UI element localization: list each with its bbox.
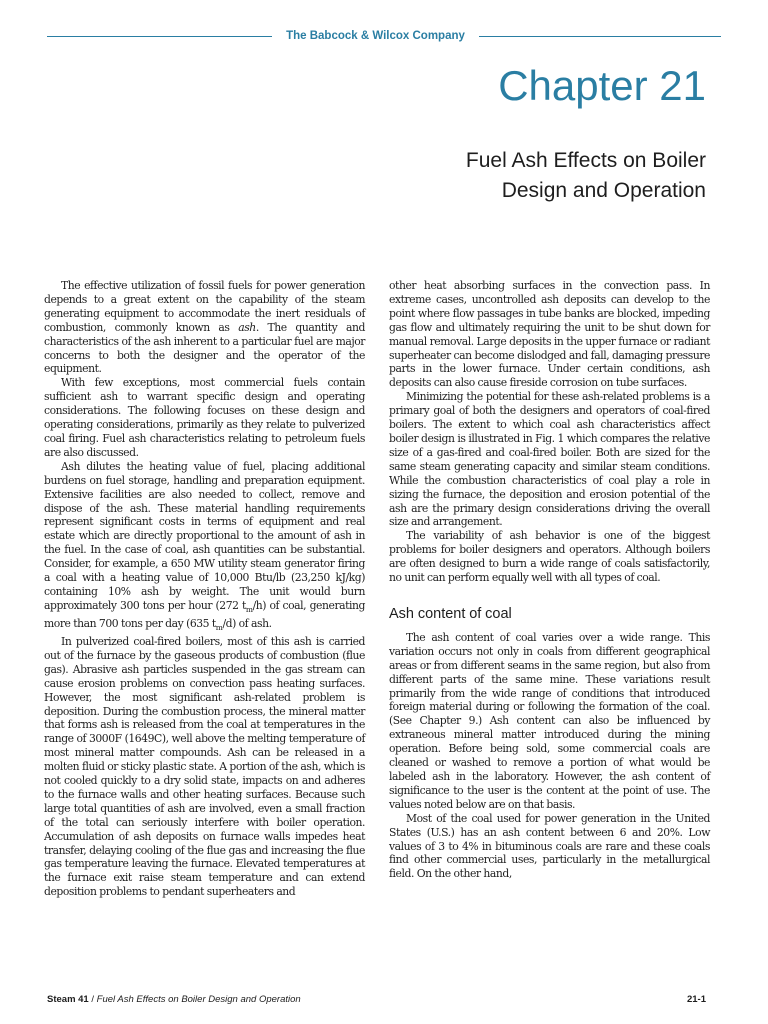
text-run: The effective utilization of fossil fuels for power generation depends to a great extent on the capability of the steam generating equipment to accommodate the inert residuals of combustion, commonly known as <box>44 279 365 334</box>
paragraph: other heat absorbing surfaces in the convection pass. In extreme cases, uncontrolled ash deposits can develop to the point where flow passages in tube banks are blocked, impeding gas flow and ultimately requiring the unit to be shut down for manual removal. Large deposits in the upper furnace or radiant superheater can become dislodged and fall, damaging pressure parts in the lower furnace. Under certain conditions, ash deposits can also cause fireside corrosion on tube surfaces. <box>389 279 710 390</box>
text-run: Ash dilutes the heating value of fuel, placing additional burdens on fuel storage, handling and preparation equipment. Extensive facilities are also needed to collect, remove and dispose of the ash. These material handling requirements represent significant costs in terms of equipment and real estate which are directly proportional to the amount of ash in the fuel. In the case of coal, ash quantities can be substantial. Consider, for example, a 650 MW utility steam generator firing a coal with a heating value of 10,000 Btu/lb (23,250 kJ/kg) containing 10% ash by weight. The unit would burn approximately 300 tons per hour (272 t <box>44 459 365 612</box>
paragraph <box>44 460 365 635</box>
page-number: 21-1 <box>686 994 706 1005</box>
paragraph: Minimizing the potential for these ash-related problems is a primary goal of both the designers and operators of coal-fired boilers. The extent to which coal ash characteristics affect boiler design is illustrated in Fig. 1 which compares the relative size of a gas-fired and coal-fired boiler. Both are sized for the same steam generating capacity and similar steam conditions. While the combustion characteristics of coal play a role in sizing the furnace, the deposition and erosion potential of the ash are the primary design considerations driving the overall size and arrangement. <box>389 390 710 529</box>
footer-separator: / <box>88 994 97 1005</box>
paragraph: In pulverized coal-fired boilers, most of this ash is carried out of the furnace by the gaseous products of combustion (flue gas). Abrasive ash particles suspended in the gas stream can cause erosion problems on convection pass heating surfaces. However, the most significant ash-related problem is deposition. During the combustion process, the mineral matter that forms ash is released from the coal at temperatures in the range of 3000F (1649C), well above the melting temperature of most mineral matter compounds. Ash can be released in a molten fluid or sticky plastic state. A portion of the ash, which is not cooled quickly to a dry solid state, impacts on and adheres to the furnace walls and other heating surfaces. Because such large total quantities of ash are involved, even a small fraction of the total can seriously interfere with boiler operation. Accumulation of ash deposits on furnace walls impedes heat transfer, delaying cooling of the flue gas and increasing the flue gas temperature leaving the furnace. Elevated temperatures at the furnace exit raise steam temperature and can extend deposition problems to pendant superheaters and <box>44 634 365 899</box>
paragraph: With few exceptions, most commercial fuels contain sufficient ash to warrant specific design and operating considerations. The following focuses on these design and operating considerations, primarily as they relate to pulverized coal firing. Fuel ash characteristics relating to petroleum fuels are also discussed. <box>44 376 365 459</box>
header-rule-left <box>47 36 272 37</box>
book-title: Steam 41 <box>47 994 89 1005</box>
paragraph: The variability of ash behavior is one of the biggest problems for boiler designers and operators. Although boilers are often designed to burn a wide range of coals satisfactorily, no unit can perform equally well with all types of coal. <box>389 529 710 585</box>
right-column <box>389 279 710 881</box>
section-heading: Ash content of coal <box>389 605 512 622</box>
footer-running-title <box>47 994 301 1006</box>
chapter-title-line-1: Fuel Ash Effects on Boiler <box>465 149 706 172</box>
left-column <box>44 279 365 899</box>
text-run: . The quantity and characteristics of the ash inherent to a particular fuel are major concerns to both the designer and the operator of the equipment. <box>44 320 365 376</box>
header-rule-right <box>479 36 721 37</box>
company-name: The Babcock & Wilcox Company <box>286 30 465 42</box>
emphasis-term: ash <box>238 320 256 334</box>
unit-subscript: m <box>215 623 223 633</box>
chapter-title-line-2: Design and Operation <box>501 179 706 202</box>
paragraph: The ash content of coal varies over a wide range. This variation occurs not only in coals from different geographical areas or from different seams in the same region, but also from different parts of the same mine. These variations result primarily from the wide range of conditions that introduced foreign material during or following the formation of the coal. (See Chapter 9.) Ash content can also be influenced by extraneous mineral matter introduced during the mining operation. Before being sold, some commercial coals are cleaned or washed to remove a portion of what would be labeled ash in the laboratory. However, the ash content of significance to the user is the content at the point of use. The values noted below are on that basis. <box>389 630 710 811</box>
paragraph: Most of the coal used for power generation in the United States (U.S.) has an ash content between 6 and 20%. Low values of 3 to 4% in bituminous coals are rare and these coals find other commercial uses, particularly in the metallurgical field. On the other hand, <box>389 811 710 881</box>
text-run: /h) of coal, generating more than 700 tons per day (635 t <box>44 598 365 630</box>
chapter-title <box>466 146 706 206</box>
unit-subscript: m <box>245 605 253 614</box>
paragraph <box>44 279 365 376</box>
chapter-number: Chapter 21 <box>498 62 706 109</box>
text-run: /d) of ash. <box>222 616 272 630</box>
footer-chapter-title: Fuel Ash Effects on Boiler Design and Operation <box>96 994 301 1005</box>
